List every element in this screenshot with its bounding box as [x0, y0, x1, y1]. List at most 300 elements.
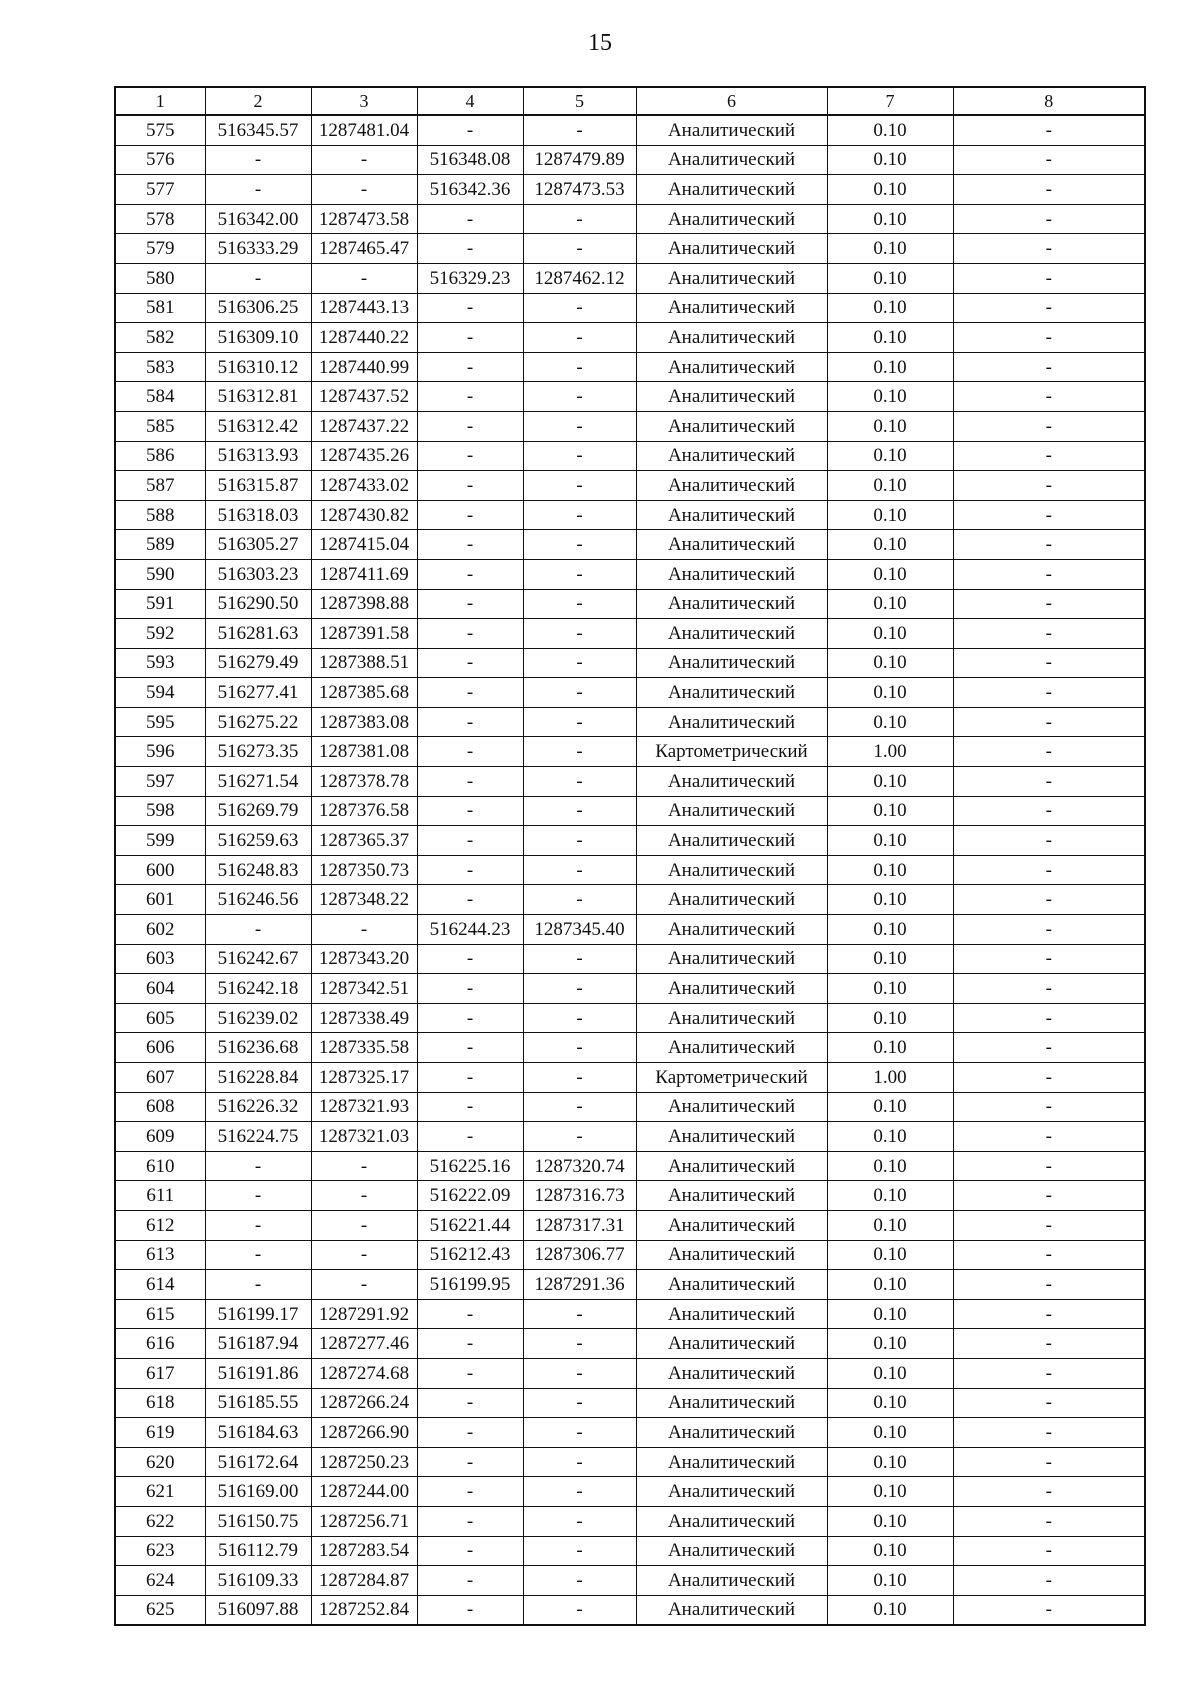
table-cell: 516312.81: [205, 382, 311, 412]
table-cell: -: [417, 974, 523, 1004]
table-cell: -: [523, 589, 636, 619]
table-cell: Аналитический: [636, 944, 827, 974]
table-cell: -: [417, 234, 523, 264]
table-cell: Аналитический: [636, 115, 827, 145]
table-cell: 0.10: [827, 530, 953, 560]
table-cell: 0.10: [827, 323, 953, 353]
table-cell: 516199.95: [417, 1270, 523, 1300]
table-cell: 516342.36: [417, 175, 523, 205]
table-cell: -: [953, 974, 1145, 1004]
table-cell: Аналитический: [636, 589, 827, 619]
table-cell: 516329.23: [417, 263, 523, 293]
table-cell: -: [523, 767, 636, 797]
table-cell: 516225.16: [417, 1151, 523, 1181]
table-cell: -: [953, 115, 1145, 145]
table-cell: -: [953, 1181, 1145, 1211]
table-cell: 516345.57: [205, 115, 311, 145]
table-cell: 1287291.92: [311, 1299, 417, 1329]
table-cell: -: [953, 589, 1145, 619]
column-header: 6: [636, 87, 827, 115]
table-cell: 1287385.68: [311, 678, 417, 708]
table-cell: 0.10: [827, 1536, 953, 1566]
table-cell: 616: [115, 1329, 205, 1359]
table-cell: -: [417, 619, 523, 649]
table-cell: -: [953, 796, 1145, 826]
table-cell: 606: [115, 1033, 205, 1063]
table-cell: 590: [115, 559, 205, 589]
table-row: [115, 678, 1145, 708]
table-cell: -: [953, 234, 1145, 264]
table-cell: 1287376.58: [311, 796, 417, 826]
table-row: [115, 707, 1145, 737]
table-row: [115, 1418, 1145, 1448]
table-cell: -: [953, 767, 1145, 797]
table-cell: Аналитический: [636, 885, 827, 915]
table-cell: Аналитический: [636, 1566, 827, 1596]
table-cell: 0.10: [827, 589, 953, 619]
table-cell: 1287411.69: [311, 559, 417, 589]
table-cell: 1287391.58: [311, 619, 417, 649]
table-cell: -: [953, 1358, 1145, 1388]
table-cell: 622: [115, 1506, 205, 1536]
table-cell: -: [953, 559, 1145, 589]
table-cell: -: [523, 382, 636, 412]
table-cell: 577: [115, 175, 205, 205]
table-cell: Аналитический: [636, 1240, 827, 1270]
table-cell: 584: [115, 382, 205, 412]
table-row: [115, 648, 1145, 678]
table-cell: 1287440.99: [311, 352, 417, 382]
table-cell: 516228.84: [205, 1063, 311, 1093]
table-cell: -: [523, 1033, 636, 1063]
table-cell: 516279.49: [205, 648, 311, 678]
table-cell: 516239.02: [205, 1003, 311, 1033]
table-cell: -: [417, 767, 523, 797]
table-cell: -: [417, 1447, 523, 1477]
table-cell: 0.10: [827, 411, 953, 441]
table-cell: Аналитический: [636, 175, 827, 205]
table-cell: -: [417, 707, 523, 737]
table-row: [115, 885, 1145, 915]
table-cell: 612: [115, 1210, 205, 1240]
table-cell: 1287342.51: [311, 974, 417, 1004]
table-cell: -: [417, 1477, 523, 1507]
table-cell: -: [311, 915, 417, 945]
table-cell: -: [953, 1122, 1145, 1152]
table-cell: Аналитический: [636, 915, 827, 945]
table-cell: 617: [115, 1358, 205, 1388]
table-cell: -: [417, 1506, 523, 1536]
table-cell: -: [417, 1092, 523, 1122]
table-cell: -: [523, 707, 636, 737]
table-cell: -: [953, 530, 1145, 560]
table-cell: -: [953, 1270, 1145, 1300]
table-cell: Картометрический: [636, 737, 827, 767]
table-cell: 516222.09: [417, 1181, 523, 1211]
table-cell: -: [953, 1388, 1145, 1418]
table-cell: -: [417, 471, 523, 501]
table-row: [115, 115, 1145, 145]
table-cell: -: [523, 530, 636, 560]
table-cell: 596: [115, 737, 205, 767]
table-cell: 0.10: [827, 1388, 953, 1418]
table-row: [115, 263, 1145, 293]
table-cell: 1287316.73: [523, 1181, 636, 1211]
table-cell: 0.10: [827, 1003, 953, 1033]
table-cell: -: [953, 619, 1145, 649]
table-cell: -: [417, 115, 523, 145]
table-cell: 1287398.88: [311, 589, 417, 619]
table-cell: 588: [115, 500, 205, 530]
table-cell: -: [523, 352, 636, 382]
table-cell: -: [417, 500, 523, 530]
table-row: [115, 1092, 1145, 1122]
table-cell: -: [523, 1329, 636, 1359]
table-cell: 1.00: [827, 1063, 953, 1093]
table-cell: -: [523, 500, 636, 530]
table-cell: -: [953, 1477, 1145, 1507]
table-cell: 0.10: [827, 115, 953, 145]
table-cell: 585: [115, 411, 205, 441]
table-row: [115, 1003, 1145, 1033]
table-cell: -: [523, 204, 636, 234]
table-cell: 1287244.00: [311, 1477, 417, 1507]
table-cell: -: [953, 1595, 1145, 1625]
table-cell: -: [953, 204, 1145, 234]
table-cell: -: [953, 944, 1145, 974]
table-cell: -: [417, 1358, 523, 1388]
table-row: [115, 293, 1145, 323]
table-cell: 583: [115, 352, 205, 382]
table-cell: -: [953, 1151, 1145, 1181]
table-cell: 1287335.58: [311, 1033, 417, 1063]
table-cell: 0.10: [827, 382, 953, 412]
table-cell: -: [953, 707, 1145, 737]
table-cell: 624: [115, 1566, 205, 1596]
table-cell: 0.10: [827, 559, 953, 589]
table-cell: -: [953, 263, 1145, 293]
table-cell: 0.10: [827, 204, 953, 234]
table-row: [115, 826, 1145, 856]
table-cell: 605: [115, 1003, 205, 1033]
table-cell: -: [417, 1536, 523, 1566]
table-cell: 516305.27: [205, 530, 311, 560]
table-row: [115, 323, 1145, 353]
table-cell: -: [417, 826, 523, 856]
table-cell: 0.10: [827, 915, 953, 945]
table-cell: 1287481.04: [311, 115, 417, 145]
table-cell: Аналитический: [636, 1299, 827, 1329]
table-cell: 516224.75: [205, 1122, 311, 1152]
table-cell: 625: [115, 1595, 205, 1625]
table-cell: 618: [115, 1388, 205, 1418]
table-cell: 0.10: [827, 1506, 953, 1536]
table-cell: 582: [115, 323, 205, 353]
table-cell: -: [953, 382, 1145, 412]
table-cell: 0.10: [827, 885, 953, 915]
table-cell: 516212.43: [417, 1240, 523, 1270]
table-cell: 1287440.22: [311, 323, 417, 353]
table-cell: 576: [115, 145, 205, 175]
table-cell: 592: [115, 619, 205, 649]
table-cell: 516187.94: [205, 1329, 311, 1359]
table-cell: -: [953, 826, 1145, 856]
table-cell: Аналитический: [636, 1418, 827, 1448]
table-cell: 1287350.73: [311, 855, 417, 885]
table-cell: 516271.54: [205, 767, 311, 797]
table-cell: Аналитический: [636, 293, 827, 323]
table-cell: Аналитический: [636, 1506, 827, 1536]
table-row: [115, 1358, 1145, 1388]
table-cell: -: [205, 145, 311, 175]
table-cell: -: [523, 737, 636, 767]
column-header: 1: [115, 87, 205, 115]
table-cell: 580: [115, 263, 205, 293]
table-cell: -: [953, 1299, 1145, 1329]
table-cell: 595: [115, 707, 205, 737]
table-cell: 516309.10: [205, 323, 311, 353]
table-cell: 516275.22: [205, 707, 311, 737]
table-row: [115, 1299, 1145, 1329]
table-cell: 587: [115, 471, 205, 501]
table-cell: 1287430.82: [311, 500, 417, 530]
column-header: 7: [827, 87, 953, 115]
table-cell: -: [417, 885, 523, 915]
table-cell: 610: [115, 1151, 205, 1181]
table-cell: 516097.88: [205, 1595, 311, 1625]
column-header: 5: [523, 87, 636, 115]
table-cell: 623: [115, 1536, 205, 1566]
table-cell: 600: [115, 855, 205, 885]
table-cell: Аналитический: [636, 1092, 827, 1122]
table-cell: -: [523, 855, 636, 885]
table-cell: 516184.63: [205, 1418, 311, 1448]
table-cell: -: [523, 471, 636, 501]
table-cell: 1287283.54: [311, 1536, 417, 1566]
table-row: [115, 1210, 1145, 1240]
column-header: 4: [417, 87, 523, 115]
table-cell: Аналитический: [636, 796, 827, 826]
table-cell: -: [523, 648, 636, 678]
table-cell: Аналитический: [636, 234, 827, 264]
table-row: [115, 1063, 1145, 1093]
table-cell: -: [417, 1329, 523, 1359]
table-row: [115, 1033, 1145, 1063]
table-cell: Аналитический: [636, 1151, 827, 1181]
table-cell: -: [205, 1270, 311, 1300]
table-cell: 516150.75: [205, 1506, 311, 1536]
table-cell: 516312.42: [205, 411, 311, 441]
table-row: [115, 175, 1145, 205]
table-cell: -: [523, 1122, 636, 1152]
table-row: [115, 500, 1145, 530]
table-cell: 608: [115, 1092, 205, 1122]
table-cell: Аналитический: [636, 204, 827, 234]
table-cell: 1287274.68: [311, 1358, 417, 1388]
table-row: [115, 234, 1145, 264]
table-cell: -: [205, 1210, 311, 1240]
table-cell: 0.10: [827, 678, 953, 708]
table-cell: 579: [115, 234, 205, 264]
table-cell: 516342.00: [205, 204, 311, 234]
coordinates-table: [114, 86, 1146, 1626]
table-cell: -: [417, 737, 523, 767]
table-cell: 516242.18: [205, 974, 311, 1004]
table-body: [115, 115, 1145, 1625]
table-cell: -: [523, 1566, 636, 1596]
table-row: [115, 589, 1145, 619]
table-cell: -: [311, 1210, 417, 1240]
table-cell: Аналитический: [636, 1358, 827, 1388]
table-row: [115, 204, 1145, 234]
table-cell: Аналитический: [636, 974, 827, 1004]
table-cell: 1287437.22: [311, 411, 417, 441]
table-cell: -: [953, 915, 1145, 945]
table-cell: 516169.00: [205, 1477, 311, 1507]
table-row: [115, 1270, 1145, 1300]
table-cell: 614: [115, 1270, 205, 1300]
table-cell: Аналитический: [636, 1477, 827, 1507]
table-cell: 0.10: [827, 1270, 953, 1300]
table-cell: 615: [115, 1299, 205, 1329]
table-cell: 0.10: [827, 441, 953, 471]
table-row: [115, 1477, 1145, 1507]
table-cell: 599: [115, 826, 205, 856]
table-cell: -: [953, 411, 1145, 441]
table-cell: Аналитический: [636, 1122, 827, 1152]
table-cell: -: [953, 471, 1145, 501]
table-cell: 621: [115, 1477, 205, 1507]
table-cell: -: [953, 352, 1145, 382]
table-cell: Аналитический: [636, 530, 827, 560]
table-cell: -: [523, 559, 636, 589]
table-cell: 0.10: [827, 1358, 953, 1388]
table-cell: -: [953, 1566, 1145, 1596]
table-cell: Аналитический: [636, 707, 827, 737]
table-cell: -: [953, 1240, 1145, 1270]
table-cell: 1287479.89: [523, 145, 636, 175]
table-cell: -: [311, 1240, 417, 1270]
table-row: [115, 471, 1145, 501]
table-cell: -: [523, 826, 636, 856]
table-cell: Аналитический: [636, 352, 827, 382]
table-cell: Аналитический: [636, 411, 827, 441]
table-cell: -: [523, 619, 636, 649]
table-cell: -: [953, 885, 1145, 915]
table-cell: -: [311, 145, 417, 175]
table-cell: -: [523, 293, 636, 323]
table-cell: 578: [115, 204, 205, 234]
table-cell: -: [953, 737, 1145, 767]
table-cell: -: [523, 234, 636, 264]
table-cell: -: [953, 145, 1145, 175]
table-cell: 0.10: [827, 352, 953, 382]
table-cell: 516109.33: [205, 1566, 311, 1596]
table-row: [115, 1595, 1145, 1625]
table-cell: 0.10: [827, 175, 953, 205]
table-cell: -: [205, 175, 311, 205]
table-cell: 516281.63: [205, 619, 311, 649]
table-cell: 1287317.31: [523, 1210, 636, 1240]
table-row: [115, 1566, 1145, 1596]
table-header: [115, 87, 1145, 115]
table-cell: Аналитический: [636, 678, 827, 708]
table-cell: Аналитический: [636, 145, 827, 175]
table-cell: 0.10: [827, 263, 953, 293]
table-row: [115, 530, 1145, 560]
table-cell: 593: [115, 648, 205, 678]
table-cell: -: [417, 382, 523, 412]
table-cell: 0.10: [827, 707, 953, 737]
table-cell: -: [417, 411, 523, 441]
table-cell: Аналитический: [636, 1388, 827, 1418]
table-cell: Аналитический: [636, 648, 827, 678]
table-cell: 603: [115, 944, 205, 974]
table-cell: Аналитический: [636, 1270, 827, 1300]
table-cell: 0.10: [827, 500, 953, 530]
table-cell: 1287415.04: [311, 530, 417, 560]
table-cell: 0.10: [827, 648, 953, 678]
table-cell: 620: [115, 1447, 205, 1477]
table-cell: 1287320.74: [523, 1151, 636, 1181]
table-row: [115, 1329, 1145, 1359]
table-cell: -: [417, 1003, 523, 1033]
table-cell: 516112.79: [205, 1536, 311, 1566]
table-cell: -: [205, 1151, 311, 1181]
table-cell: 1287473.53: [523, 175, 636, 205]
table-cell: -: [417, 204, 523, 234]
table-cell: 0.10: [827, 293, 953, 323]
table-cell: 0.10: [827, 974, 953, 1004]
table-cell: 575: [115, 115, 205, 145]
table-cell: 516303.23: [205, 559, 311, 589]
table-cell: -: [953, 1447, 1145, 1477]
table-row: [115, 1122, 1145, 1152]
table-cell: -: [953, 1536, 1145, 1566]
table-cell: 1287321.93: [311, 1092, 417, 1122]
table-row: [115, 737, 1145, 767]
table-row: [115, 559, 1145, 589]
table-cell: 516221.44: [417, 1210, 523, 1240]
table-cell: -: [953, 175, 1145, 205]
table-cell: -: [953, 1329, 1145, 1359]
table-cell: Аналитический: [636, 1003, 827, 1033]
table-cell: -: [953, 855, 1145, 885]
table-row: [115, 974, 1145, 1004]
table-cell: -: [417, 1063, 523, 1093]
table-cell: -: [523, 1418, 636, 1448]
table-cell: 516248.83: [205, 855, 311, 885]
table-cell: 597: [115, 767, 205, 797]
table-cell: -: [205, 1240, 311, 1270]
table-cell: 613: [115, 1240, 205, 1270]
table-cell: -: [523, 1063, 636, 1093]
table-cell: 0.10: [827, 1477, 953, 1507]
table-cell: 1287437.52: [311, 382, 417, 412]
table-cell: -: [953, 500, 1145, 530]
table-cell: 0.10: [827, 1210, 953, 1240]
table-cell: -: [417, 293, 523, 323]
table-cell: 0.10: [827, 1329, 953, 1359]
table-cell: -: [417, 352, 523, 382]
table-cell: -: [417, 1566, 523, 1596]
table-cell: 0.10: [827, 1240, 953, 1270]
table-cell: 1287338.49: [311, 1003, 417, 1033]
table-cell: -: [417, 1595, 523, 1625]
table-cell: Аналитический: [636, 1033, 827, 1063]
table-cell: -: [953, 1063, 1145, 1093]
table-cell: 516290.50: [205, 589, 311, 619]
